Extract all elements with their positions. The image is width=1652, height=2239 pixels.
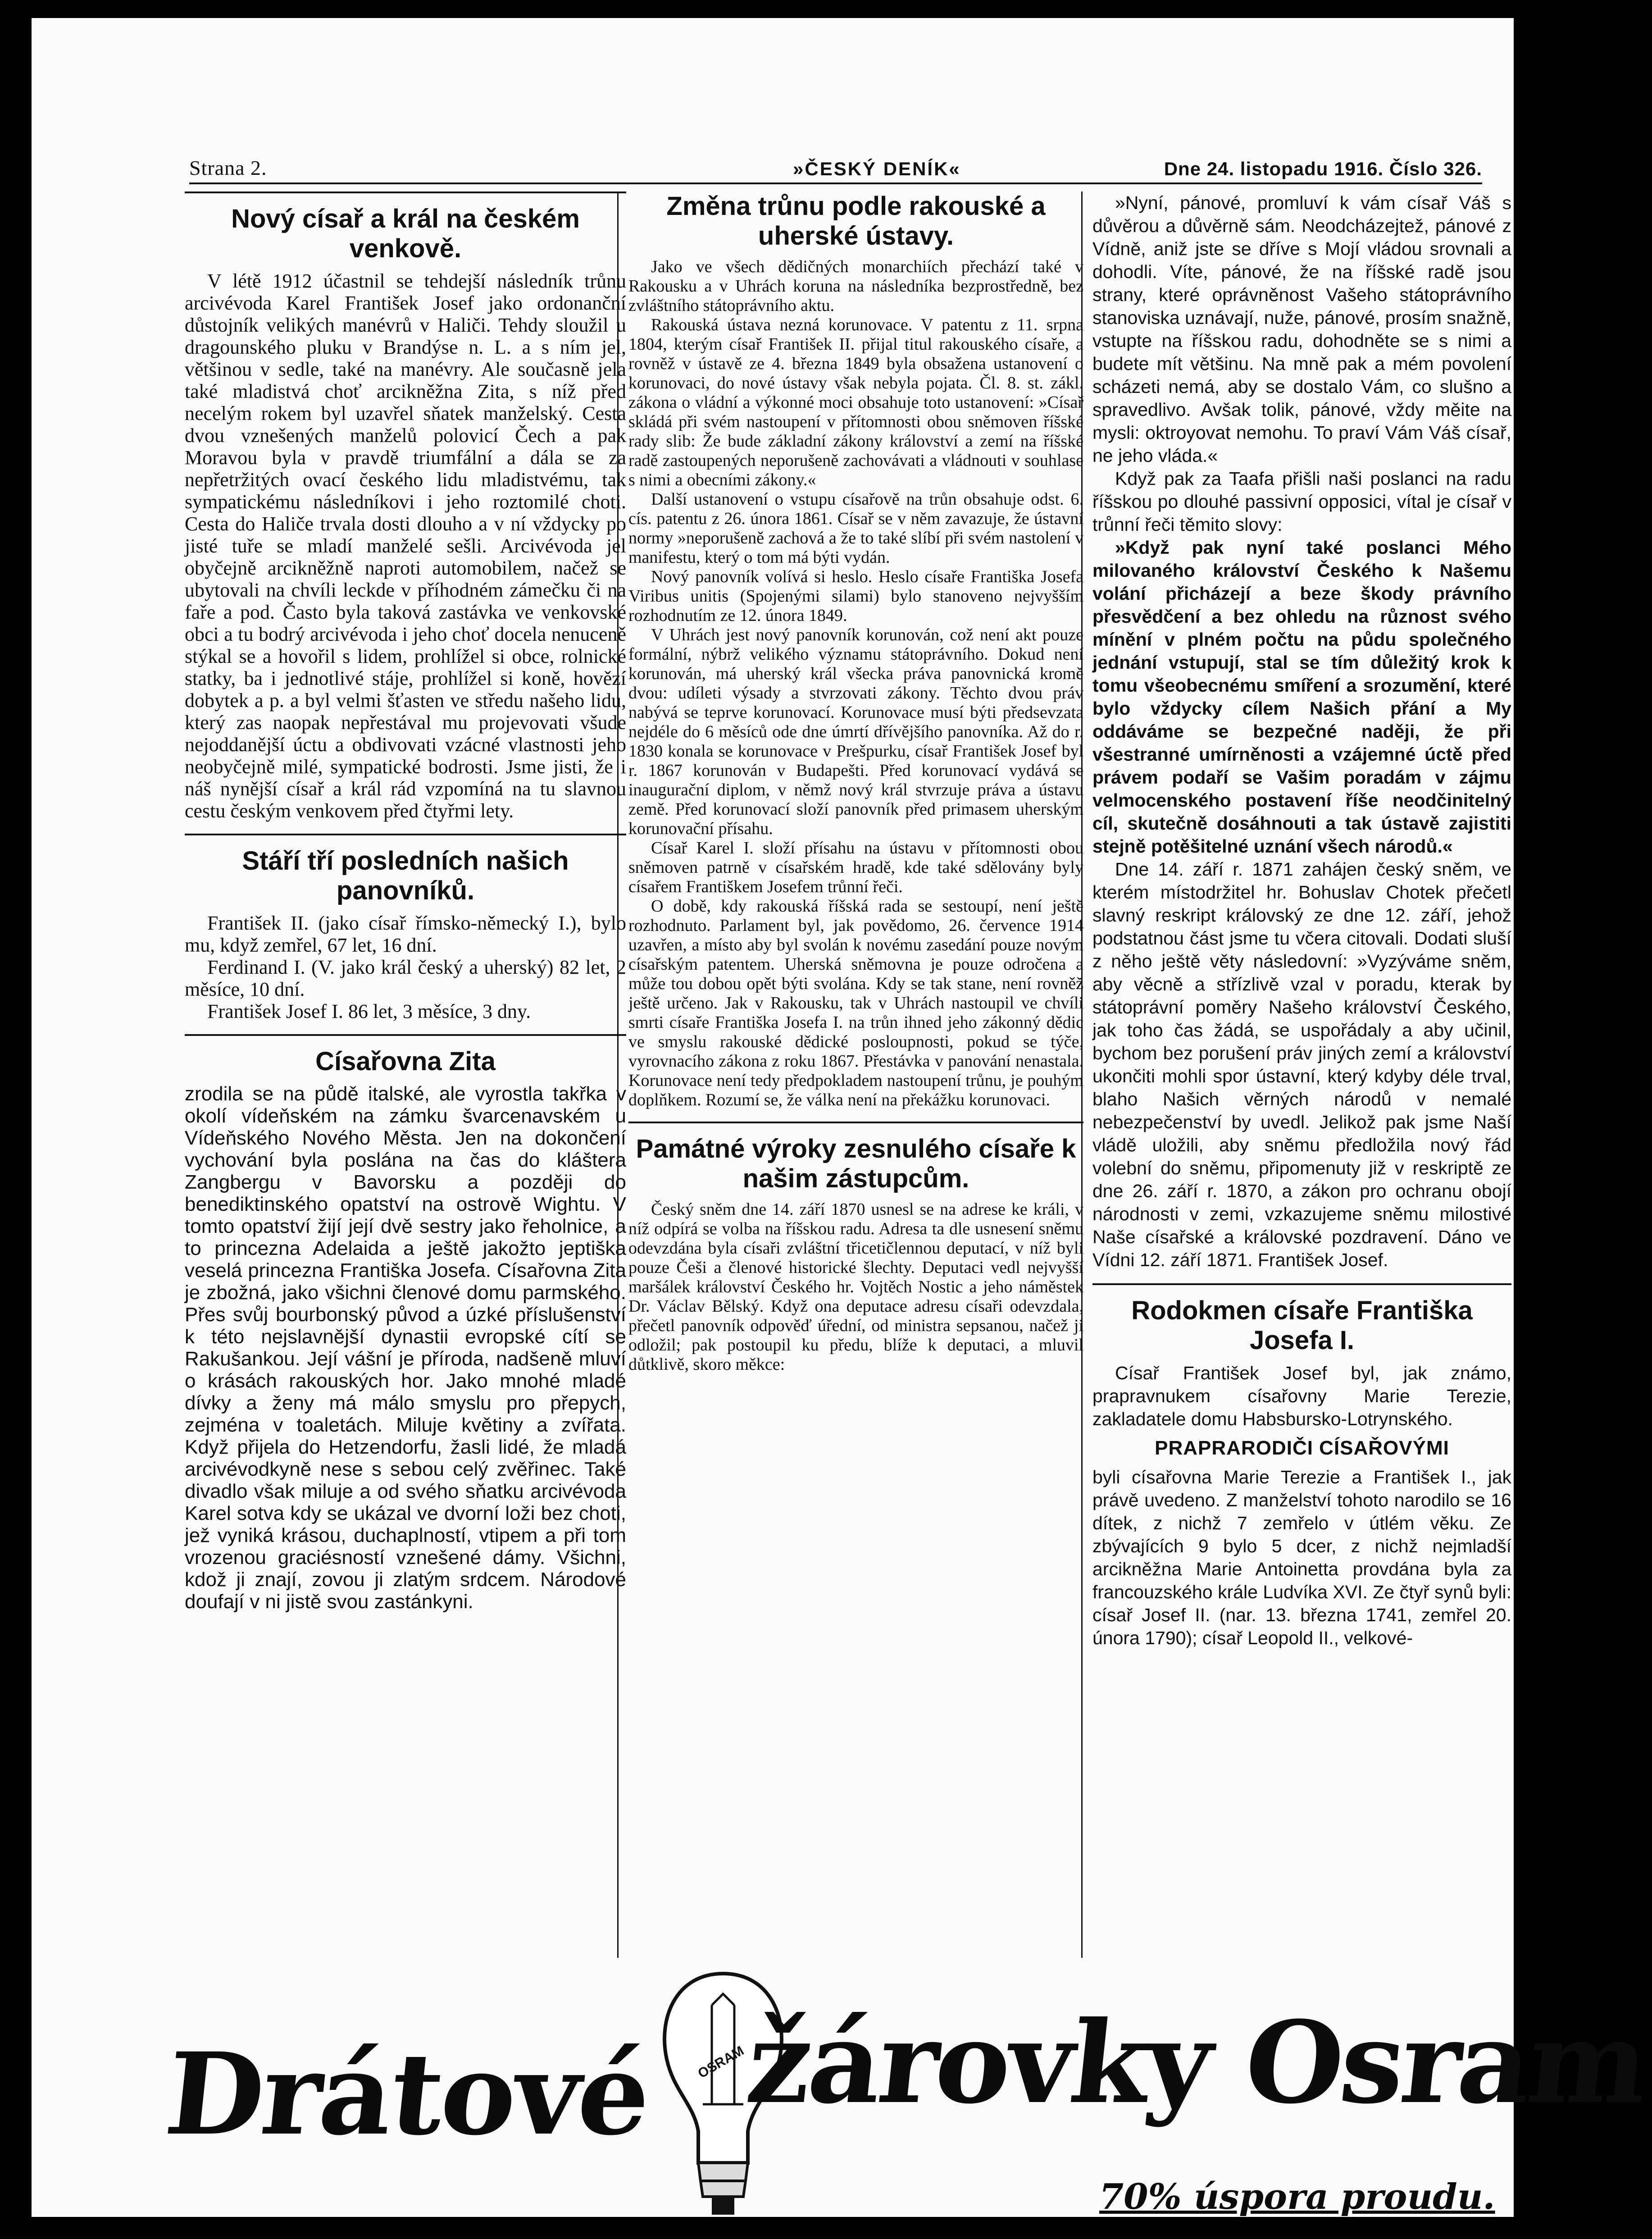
article-paragraph: Jako ve všech dědičných monarchiích přechází také v Rakousku a v Uhrách koruna na následníka bezprostředně, bez zvláštního státoprávního aktu. [628, 257, 1083, 315]
osram-advertisement [32, 1969, 1652, 2217]
article-paragraph: František Josef I. 86 let, 3 měsíce, 3 dny. [207, 1000, 531, 1022]
divider [185, 192, 626, 193]
article-paragraph: František II. (jako císař římsko-německý I.), bylo mu, když zemřel, 67 let, 16 dní. [185, 912, 626, 956]
article-paragraph: »Nyní, pánové, promluví k vám císař Váš s důvěrou a důvěrně sám. Neodcházejtež, pánové z Vídně, aniž jste se dříve s Mojí vládou srovnali a dohodli. Víte, pánové, že na říšské radě jsou strany, které oprávněnost Vašeho státoprávního stanoviska uznávají, nuže, pánové, prosím snažně, vstupte na říšskou radu, dohodněte se s nimi a budete mít většinu. Na mně pak a mém povolení scházeti nemá, aby se dostalo Vám, co slušno a spravedlivo. Avšak tolik, pánové, vždy měite na mysli: oktroyovat nemohu. To praví Vám Váš císař, ne jeho vláda.« [1092, 192, 1511, 466]
article-paragraph: Nový panovník volívá si heslo. Heslo císaře Františka Josefa Viribus unitis (Spojenými silami) bylo stanoveno nejvyšším rozhodnutím ze 12. února 1849. [628, 567, 1083, 625]
article-paragraph: Císař Karel I. složí přísahu na ústavu v přítomnosti obou sněmoven patrně v císařském hradě, kde také sdělovány byly císařem Františkem Josefem trůnní řeči. [628, 839, 1083, 896]
divider [1092, 1283, 1511, 1285]
article-title: Památné výroky zesnulého císaře k našim zástupcům. [636, 1134, 1076, 1193]
column-3 [1081, 192, 1511, 1958]
article-paragraph: V Uhrách jest nový panovník korunován, což není akt pouze formální, nýbrž velikého významu státoprávního. Dokud není korunován, má uherský král všecka práva panovnická kromě dvou: udíleti výsady a stvrzovati zákony. Těchto dvou práv nabývá se teprve korunovací. Korunovace musí býti předsevzata nejdéle do 6 měsíců ode dne úmrtí dřívějšího panovníka. Až do r. 1830 konala se korunovace v Prešpurku, císař František Josef byl r. 1867 korunován v Budapešti. Před korunovací vydává se inaugurační diplom, v němž nový král stvrzuje práva a ústavu země. Před korunovací složí panovník před primasem uherským korunovační přísahu. [628, 625, 1083, 838]
page-number: Strana 2. [189, 156, 267, 179]
divider [628, 1122, 1083, 1123]
article-paragraph: »Když pak nyní také poslanci Mého milovaného království Českého k Našemu volání přicházejí a beze škody právního přesvědčení a bez ohledu na různost svého mínění v plném počtu na půdu společného jednání vstupují, stal se tím důležitý krok k tomu všeobecnému smíření a srozumění, které bylo vždycky cílem Našich přání a My oddáváme se bezpečné naději, že při všestranné umírněnosti a vzájemné úctě před právem podaří se Vašim poradám v zájmu velmocenského postavení říše neodčinitelný cíl, skutečně dosáhnouti a tak ústavě zajistiti stejně potěšitelné uznání všech národů.« [1092, 537, 1511, 857]
newspaper-page [32, 18, 1652, 2217]
article-paragraph: V létě 1912 účastnil se tehdejší následník trůnu arcivévoda Karel František Josef jako ordonanční důstojník velikých manévrů v Haliči. Tehdy sloužil u dragounského pluku v Brandýse n. L. a s ním jel, většinou v sedle, také na manévry. Ale současně jela také mladistvá choť arcikněžna Zita, s níž před necelým rokem byl uzavřel sňatek manželský. Cesta dvou vznešených manželů polovicí Čech a pak Moravou byla v pravdě triumfální a dála se za nepřetržitých ovací českého lidu mladistvému, tak sympatickému následníkovi i jeho roztomilé choti. Cesta do Haliče trvala dosti dlouho a v ní vždycky po jisté tuře se mladí manželé sešli. Arcivévoda jel obyčejně arcikněžně naproti automobilem, načež se ubytovali na chvíli leckde v příhodném zámečku či na faře a pod. Často byla taková zastávka ve venkovské obci a tu bodrý arcivévoda i jeho choť docela nenuceně stýkal se a hovořil s lidem, prohlížel si obce, rolnické statky, ba i jednotlivé stáje, prohlížel si koně, hovězí dobytek a p. a byl velmi šťasten ve středu našeho lidu, který zas naopak nepřestával mu projevovati všude nejoddanější úctu a obdivovati vzácné vlastnosti jeho neobyčejně milé, sympatické bodrosti. Jsme jisti, že i náš nynější císař a král rád vzpomíná na tu slavnou cestu českým venkovem před čtyřmi lety. [185, 270, 626, 822]
ad-slogan: 70% úspora proudu. [1099, 2176, 1495, 2217]
article-paragraph: Český sněm dne 14. září 1870 usnesl se na adrese ke králi, v níž odpírá se volba na říšskou radu. Adresa ta dle usnesení sněmu odevzdána byla císaři zvláštní třicetičlennou deputací, v níž byli pouze Češi a členové historické šlechty. Deputaci vedl nejvyšší maršálek království Českého hr. Vojtěch Nostic a jeho náměstek Dr. Václav Bělský. Když ona deputace adresu císaři odevzdala, přečetl panovník odpověď úřední, od ministra sepsanou, načež ji odložil; pak postoupil ku předu, blíže k deputaci, a mluvil důtklivě, skoro měkce: [628, 1200, 1083, 1374]
article-paragraph: zrodila se na půdě italské, ale vyrostla takřka v okolí vídeňském na zámku švarcenavském u Vídeňského Nového Města. Jen na dokončení vychování byla poslána na čas do kláštera Zangbergu v Bavorsku a později do benediktinského opatství na ostrově Wightu. V tomto opatství žijí její dvě sestry jako řeholnice, a to princezna Adelaida a ještě jakožto jeptiška veselá princezna Františka Josefa. Císařovna Zita je zbožná, jako všichni členové domu parmského. Přes svůj bourbonský původ a úzké příslušenství k této nejslavnější dynastii evropské cítí se Rakušankou. Její vášní je příroda, nadšeně mluví o krásách rakouských hor. Jako mnohé mladé dívky a ženy má málo smyslu pro přepych, zejména v toaletách. Miluje květiny a zvířata. Když přijela do Hetzendorfu, žasli lidé, že mladá arcivévodkyně nese s sebou celý zvěřinec. Také divadlo však miluje a od svého sňatku arcivévoda Karel sotva kdy se ukázal ve dvorní loži bez choti, jež vyniká krásou, duchaplností, vtipem a při tom vrozenou graciésností vznešené dámy. Všichni, kdož ji znají, zovou ji zlatým srdcem. Národové doufají v ni jistě svou zastánkyni. [185, 1083, 626, 1613]
article-paragraph: Ferdinand I. (V. jako král český a uherský) 82 let, 2 měsíce, 10 dní. [185, 956, 626, 1000]
column-2 [617, 192, 1083, 1958]
column-1 [185, 192, 626, 1958]
newspaper-name: »ČESKÝ DENÍK« [793, 158, 961, 179]
article-paragraph: Dne 14. září r. 1871 zahájen český sněm, ve kterém místodržitel hr. Bohuslav Chotek přečetl slavný reskript královský ze dne 12. září, jehož podstatnou část jsme tu včera citovali. Dodati sluší z něho ještě věty následovní: »Vyzýváme sněm, aby věcně a střízlivě vzal v poradu, kterak by státoprávní poměry Našeho království Českého, jak toho čas žádá, se uspořádaly a aby učinil, bychom bez porušení práv jiných zemí a království ukončiti mohli spor ústavní, který kdyby déle trval, blaho Našich věrných národů v nemalé nebezpečenství by uvedl. Jelikož pak jsme Naší vládě uložili, aby sněmu předložila nový řád volební do sněmu, připomenuty již v reskriptě ze dne 26. září r. 1870, a zákon pro ochranu obojí národnosti v zemi, vzkazujeme sněmu milostivé Naše císařské a královské pozdravení. Dáno ve Vídni 12. září 1871. František Josef. [1092, 859, 1511, 1270]
article-paragraph: Rakouská ústava nezná korunovace. V patentu z 11. srpna 1804, kterým císař František II. přijal titul rakouského císaře, a rovněž v ústavě ze 4. března 1849 byla obsažena ustanovení o korunovaci, do nové ústavy však nebyla pojata. Čl. 8. st. zákl. zákona o vládní a výkonné moci obsahuje toto ustanovení: »Císař skládá při svém nastoupení v přítomnosti obou sněmoven říšské rady slib: Že bude základní zákony království a zemí na říšské radě zastoupených neporušeně zachovávati a vládnouti v souhlase s nimi a obecními zákony.« [628, 315, 1083, 489]
article-title: Rodokmen císaře Františka Josefa I. [1131, 1296, 1473, 1355]
article-paragraph: byli císařovna Marie Terezie a František I., jak právě uvedeno. Z manželství tohoto narodilo se 16 dítek, z nichž 7 zemřelo v útlém věku. Ze zbývajících 9 bylo 5 dcer, z nichž nejmladší arcikněžna Marie Antoinetta provdána byla za francouzského krále Ludvíka XVI. Ze čtyř synů byli: císař Josef II. (nar. 13. března 1741, zemřel 20. února 1790); císař Leopold II., velkové- [1092, 1467, 1511, 1648]
article-paragraph: Když pak za Taafa přišli naši poslanci na radu říšskou po dlouhé passivní opposici, vítal je císař v trůnní řeči těmito slovy: [1092, 468, 1511, 535]
issue-date: Dne 24. listopadu 1916. Číslo 326. [1164, 158, 1482, 179]
article-title: Stáří tří posledních našich panovníků. [242, 846, 569, 905]
article-paragraph: Další ustanovení o vstupu císařově na trůn obsahuje odst. 6. cís. patentu z 26. února 1861. Císař se v něm zavazuje, že ústavní normy »neporušeně zachová a že to také slíbí při svém nastolení v manifestu, který o tom má býti vydán. [628, 490, 1083, 567]
section-subtitle: PRAPRARODIČI CÍSAŘOVÝMI [1155, 1437, 1449, 1459]
page-header [189, 151, 1482, 184]
ad-word-2: žárovky Osram [741, 1996, 1652, 2129]
ad-word-1: Drátové [159, 2028, 655, 2160]
divider [185, 834, 626, 835]
article-title: Nový císař a král na českém venkově. [231, 204, 580, 263]
bulb-label: OSRAM [695, 2043, 746, 2081]
article-paragraph: Císař František Josef byl, jak známo, prapravnukem císařovny Marie Terezie, zakladatele domu Habsbursko-Lotrynského. [1092, 1363, 1511, 1429]
article-title: Císařovna Zita [315, 1047, 496, 1076]
article-title: Změna trůnu podle rakouské a uherské ústavy. [666, 192, 1046, 251]
article-paragraph: O době, kdy rakouská říšská rada se sestoupí, není ještě rozhodnuto. Parlament byl, jak povědomo, 26. července 1914 uzavřen, a místo aby byl svolán k novému zasedání pouze novým císařským patentem. Uherská sněmovna je pouze odročena a může tou dobou opět býti svolána. Kdy se tak stane, není rovněž ještě určeno. Jak v Rakousku, tak v Uhrách nastoupil ve chvíli smrti císaře Františka Josefa I. na trůn ihned jeho zákonný dědic ve smyslu rakouské dědické posloupnosti, pokud se týče, vyrovnacího zákona z roku 1867. Přestávka v panování nenastala. Korunovace není tedy předpokladem nastoupení trůnu, je pouhým doplňkem. Rozumí se, že válka není na překážku korunovaci. [628, 897, 1083, 1109]
divider [185, 1034, 626, 1036]
